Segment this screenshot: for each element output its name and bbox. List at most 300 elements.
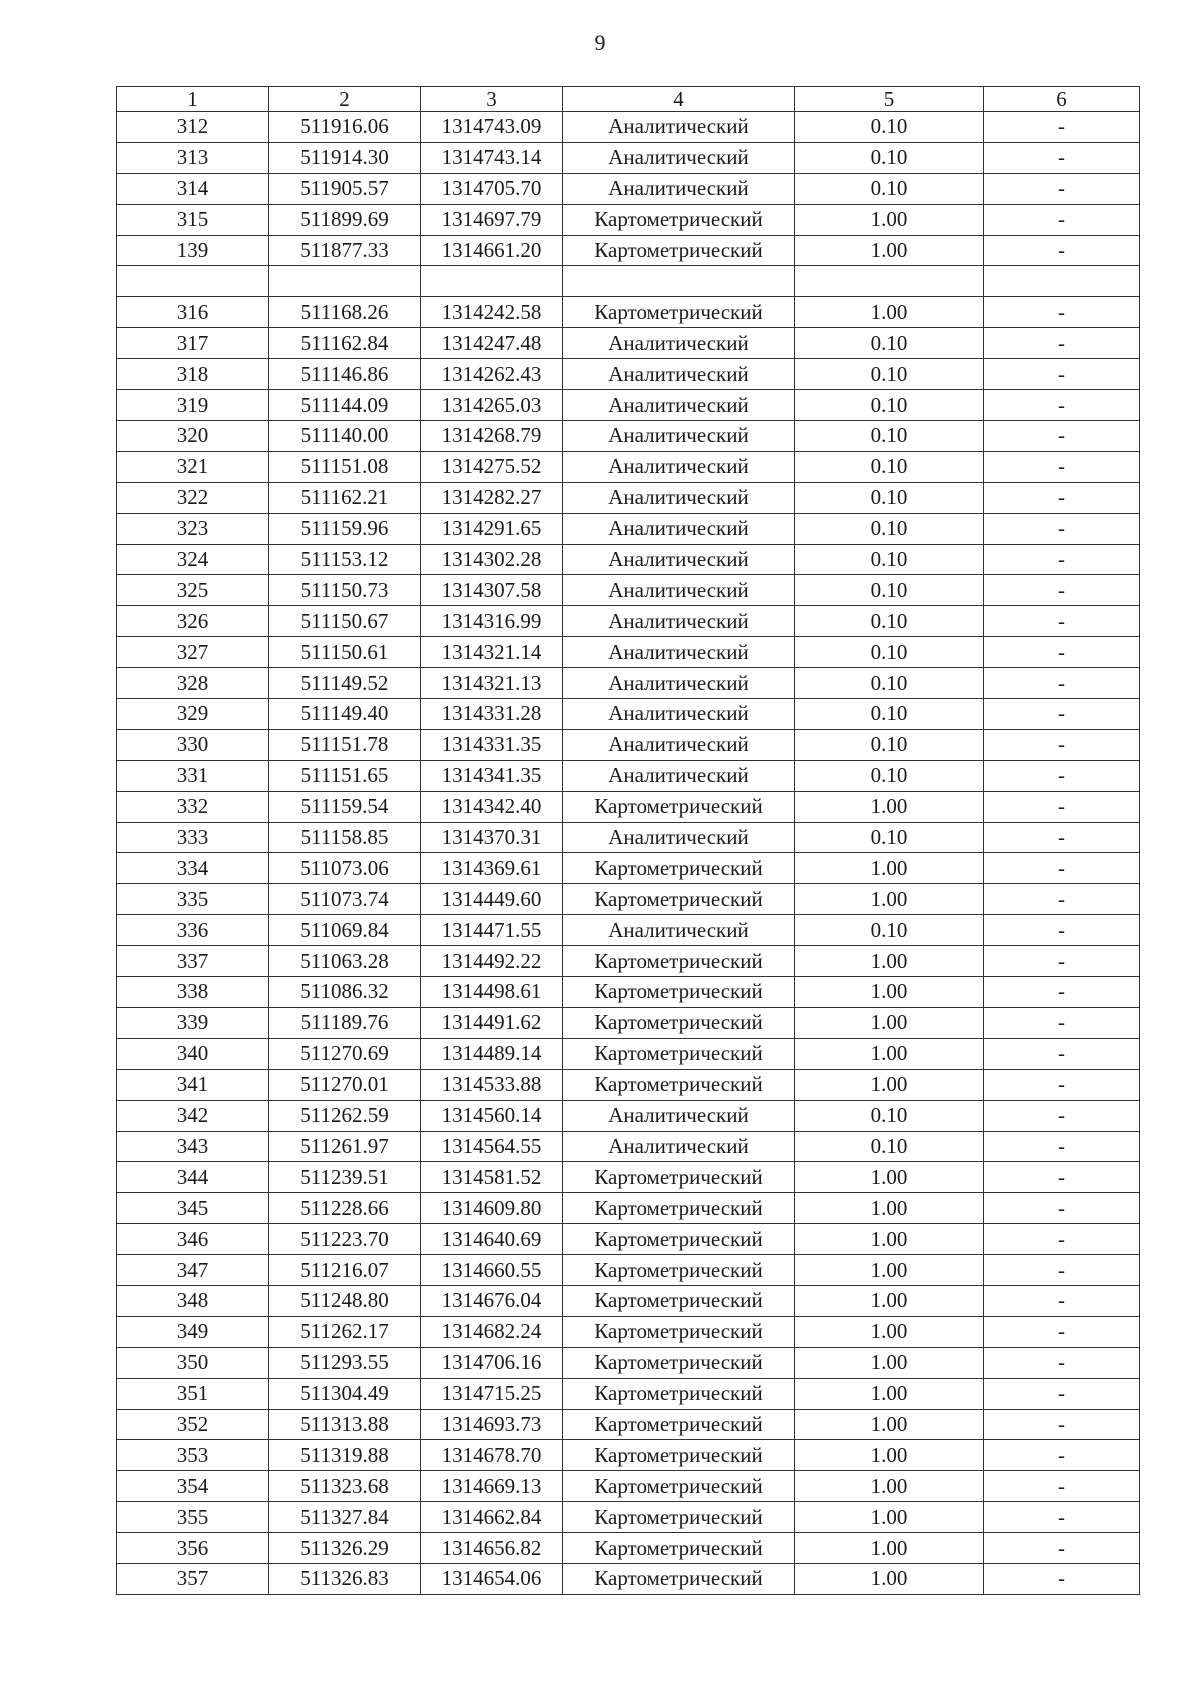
x-coordinate-cell: [269, 266, 421, 297]
method-cell: Аналитический: [563, 575, 795, 606]
y-coordinate-cell: 1314491.62: [421, 1007, 563, 1038]
point-number-cell: 342: [117, 1100, 269, 1131]
note-cell: -: [984, 235, 1140, 266]
x-coordinate-cell: 511189.76: [269, 1007, 421, 1038]
method-cell: Аналитический: [563, 1131, 795, 1162]
y-coordinate-cell: 1314489.14: [421, 1038, 563, 1069]
note-cell: -: [984, 1409, 1140, 1440]
table-row: [117, 1316, 1140, 1347]
y-coordinate-cell: 1314268.79: [421, 421, 563, 452]
table-row: [117, 421, 1140, 452]
accuracy-cell: 0.10: [795, 637, 984, 668]
accuracy-cell: 1.00: [795, 1502, 984, 1533]
note-cell: -: [984, 142, 1140, 173]
method-cell: Картометрический: [563, 1038, 795, 1069]
table-row: [117, 1224, 1140, 1255]
accuracy-cell: 1.00: [795, 1285, 984, 1316]
point-number-cell: 316: [117, 297, 269, 328]
accuracy-cell: 1.00: [795, 1007, 984, 1038]
note-cell: -: [984, 853, 1140, 884]
y-coordinate-cell: 1314498.61: [421, 977, 563, 1008]
x-coordinate-cell: 511916.06: [269, 112, 421, 143]
point-number-cell: 344: [117, 1162, 269, 1193]
accuracy-cell: 1.00: [795, 1563, 984, 1594]
x-coordinate-cell: 511159.96: [269, 513, 421, 544]
method-cell: Картометрический: [563, 1193, 795, 1224]
accuracy-cell: 0.10: [795, 822, 984, 853]
accuracy-cell: 1.00: [795, 853, 984, 884]
method-cell: Аналитический: [563, 173, 795, 204]
method-cell: Картометрический: [563, 1502, 795, 1533]
y-coordinate-cell: 1314669.13: [421, 1471, 563, 1502]
point-number-cell: 139: [117, 235, 269, 266]
table-row: [117, 575, 1140, 606]
table-row: [117, 544, 1140, 575]
column-header: 2: [269, 87, 421, 112]
point-number-cell: 313: [117, 142, 269, 173]
note-cell: -: [984, 544, 1140, 575]
table-row: [117, 884, 1140, 915]
x-coordinate-cell: 511270.69: [269, 1038, 421, 1069]
x-coordinate-cell: 511323.68: [269, 1471, 421, 1502]
method-cell: Картометрический: [563, 204, 795, 235]
x-coordinate-cell: 511261.97: [269, 1131, 421, 1162]
y-coordinate-cell: 1314533.88: [421, 1069, 563, 1100]
accuracy-cell: 1.00: [795, 1316, 984, 1347]
note-cell: -: [984, 668, 1140, 699]
note-cell: -: [984, 1563, 1140, 1594]
accuracy-cell: 0.10: [795, 1100, 984, 1131]
method-cell: Аналитический: [563, 142, 795, 173]
x-coordinate-cell: 511153.12: [269, 544, 421, 575]
x-coordinate-cell: 511151.08: [269, 451, 421, 482]
y-coordinate-cell: 1314661.20: [421, 235, 563, 266]
accuracy-cell: 0.10: [795, 142, 984, 173]
method-cell: Картометрический: [563, 1471, 795, 1502]
point-number-cell: 325: [117, 575, 269, 606]
method-cell: Аналитический: [563, 513, 795, 544]
x-coordinate-cell: 511327.84: [269, 1502, 421, 1533]
method-cell: Аналитический: [563, 390, 795, 421]
table-row: [117, 977, 1140, 1008]
method-cell: Аналитический: [563, 1100, 795, 1131]
table-row: [117, 1533, 1140, 1564]
point-number-cell: 340: [117, 1038, 269, 1069]
point-number-cell: 335: [117, 884, 269, 915]
y-coordinate-cell: 1314342.40: [421, 791, 563, 822]
x-coordinate-cell: 511086.32: [269, 977, 421, 1008]
column-header: 3: [421, 87, 563, 112]
y-coordinate-cell: 1314682.24: [421, 1316, 563, 1347]
note-cell: -: [984, 1471, 1140, 1502]
table-row: [117, 451, 1140, 482]
method-cell: Аналитический: [563, 699, 795, 730]
table-row: [117, 1193, 1140, 1224]
y-coordinate-cell: 1314449.60: [421, 884, 563, 915]
y-coordinate-cell: 1314640.69: [421, 1224, 563, 1255]
y-coordinate-cell: 1314676.04: [421, 1285, 563, 1316]
note-cell: -: [984, 173, 1140, 204]
y-coordinate-cell: 1314282.27: [421, 482, 563, 513]
accuracy-cell: 0.10: [795, 421, 984, 452]
method-cell: Картометрический: [563, 297, 795, 328]
note-cell: -: [984, 946, 1140, 977]
method-cell: Аналитический: [563, 729, 795, 760]
x-coordinate-cell: 511262.17: [269, 1316, 421, 1347]
note-cell: -: [984, 513, 1140, 544]
point-number-cell: 333: [117, 822, 269, 853]
x-coordinate-cell: 511326.29: [269, 1533, 421, 1564]
accuracy-cell: 0.10: [795, 1131, 984, 1162]
point-number-cell: 321: [117, 451, 269, 482]
x-coordinate-cell: 511150.73: [269, 575, 421, 606]
y-coordinate-cell: 1314242.58: [421, 297, 563, 328]
x-coordinate-cell: 511162.21: [269, 482, 421, 513]
note-cell: -: [984, 1069, 1140, 1100]
note-cell: -: [984, 1007, 1140, 1038]
point-number-cell: 346: [117, 1224, 269, 1255]
method-cell: Картометрический: [563, 1347, 795, 1378]
accuracy-cell: 0.10: [795, 513, 984, 544]
note-cell: -: [984, 760, 1140, 791]
point-number-cell: 329: [117, 699, 269, 730]
accuracy-cell: 1.00: [795, 1471, 984, 1502]
table-row: [117, 328, 1140, 359]
accuracy-cell: 0.10: [795, 390, 984, 421]
note-cell: -: [984, 977, 1140, 1008]
method-cell: Картометрический: [563, 1162, 795, 1193]
point-number-cell: 312: [117, 112, 269, 143]
table-row: [117, 1038, 1140, 1069]
method-cell: Аналитический: [563, 328, 795, 359]
point-number-cell: 330: [117, 729, 269, 760]
table-row: [117, 1440, 1140, 1471]
note-cell: -: [984, 729, 1140, 760]
accuracy-cell: 1.00: [795, 1378, 984, 1409]
note-cell: -: [984, 1224, 1140, 1255]
y-coordinate-cell: 1314265.03: [421, 390, 563, 421]
table-row: [117, 112, 1140, 143]
note-cell: -: [984, 390, 1140, 421]
point-number-cell: [117, 266, 269, 297]
note-cell: -: [984, 1502, 1140, 1533]
y-coordinate-cell: 1314262.43: [421, 359, 563, 390]
accuracy-cell: 0.10: [795, 451, 984, 482]
point-number-cell: 357: [117, 1563, 269, 1594]
x-coordinate-cell: 511140.00: [269, 421, 421, 452]
table-row: [117, 235, 1140, 266]
y-coordinate-cell: 1314369.61: [421, 853, 563, 884]
table-row: [117, 204, 1140, 235]
x-coordinate-cell: 511319.88: [269, 1440, 421, 1471]
y-coordinate-cell: 1314654.06: [421, 1563, 563, 1594]
method-cell: Аналитический: [563, 359, 795, 390]
x-coordinate-cell: 511168.26: [269, 297, 421, 328]
table-row: [117, 791, 1140, 822]
note-cell: -: [984, 451, 1140, 482]
y-coordinate-cell: 1314660.55: [421, 1255, 563, 1286]
point-number-cell: 332: [117, 791, 269, 822]
accuracy-cell: 0.10: [795, 606, 984, 637]
point-number-cell: 328: [117, 668, 269, 699]
y-coordinate-cell: 1314743.09: [421, 112, 563, 143]
note-cell: -: [984, 884, 1140, 915]
x-coordinate-cell: 511159.54: [269, 791, 421, 822]
note-cell: -: [984, 575, 1140, 606]
y-coordinate-cell: 1314706.16: [421, 1347, 563, 1378]
table-row: [117, 1502, 1140, 1533]
y-coordinate-cell: 1314697.79: [421, 204, 563, 235]
x-coordinate-cell: 511228.66: [269, 1193, 421, 1224]
y-coordinate-cell: 1314693.73: [421, 1409, 563, 1440]
point-number-cell: 347: [117, 1255, 269, 1286]
y-coordinate-cell: 1314656.82: [421, 1533, 563, 1564]
note-cell: -: [984, 1378, 1140, 1409]
x-coordinate-cell: 511248.80: [269, 1285, 421, 1316]
table-row: [117, 513, 1140, 544]
y-coordinate-cell: 1314662.84: [421, 1502, 563, 1533]
x-coordinate-cell: 511146.86: [269, 359, 421, 390]
point-number-cell: 351: [117, 1378, 269, 1409]
y-coordinate-cell: 1314492.22: [421, 946, 563, 977]
x-coordinate-cell: 511073.06: [269, 853, 421, 884]
y-coordinate-cell: 1314715.25: [421, 1378, 563, 1409]
table-row: [117, 760, 1140, 791]
note-cell: -: [984, 1038, 1140, 1069]
point-number-cell: 343: [117, 1131, 269, 1162]
method-cell: [563, 266, 795, 297]
point-number-cell: 337: [117, 946, 269, 977]
accuracy-cell: 1.00: [795, 1440, 984, 1471]
method-cell: Аналитический: [563, 822, 795, 853]
method-cell: Аналитический: [563, 451, 795, 482]
table-row: [117, 266, 1140, 297]
point-number-cell: 318: [117, 359, 269, 390]
method-cell: Картометрический: [563, 1255, 795, 1286]
accuracy-cell: 0.10: [795, 173, 984, 204]
point-number-cell: 331: [117, 760, 269, 791]
x-coordinate-cell: 511914.30: [269, 142, 421, 173]
column-header: 5: [795, 87, 984, 112]
note-cell: [984, 266, 1140, 297]
table-row: [117, 729, 1140, 760]
accuracy-cell: 0.10: [795, 668, 984, 699]
note-cell: -: [984, 359, 1140, 390]
point-number-cell: 350: [117, 1347, 269, 1378]
table-row: [117, 1285, 1140, 1316]
accuracy-cell: 1.00: [795, 1162, 984, 1193]
method-cell: Аналитический: [563, 668, 795, 699]
x-coordinate-cell: 511899.69: [269, 204, 421, 235]
method-cell: Аналитический: [563, 637, 795, 668]
accuracy-cell: 1.00: [795, 1069, 984, 1100]
note-cell: -: [984, 1285, 1140, 1316]
point-number-cell: 326: [117, 606, 269, 637]
note-cell: -: [984, 421, 1140, 452]
x-coordinate-cell: 511144.09: [269, 390, 421, 421]
method-cell: Картометрический: [563, 1563, 795, 1594]
method-cell: Картометрический: [563, 1069, 795, 1100]
point-number-cell: 320: [117, 421, 269, 452]
y-coordinate-cell: 1314705.70: [421, 173, 563, 204]
table-row: [117, 1069, 1140, 1100]
accuracy-cell: 0.10: [795, 544, 984, 575]
column-header: 6: [984, 87, 1140, 112]
y-coordinate-cell: 1314341.35: [421, 760, 563, 791]
note-cell: -: [984, 1533, 1140, 1564]
point-number-cell: 352: [117, 1409, 269, 1440]
y-coordinate-cell: 1314321.13: [421, 668, 563, 699]
note-cell: -: [984, 791, 1140, 822]
x-coordinate-cell: 511270.01: [269, 1069, 421, 1100]
method-cell: Картометрический: [563, 1316, 795, 1347]
table-row: [117, 853, 1140, 884]
note-cell: -: [984, 1100, 1140, 1131]
table-row: [117, 1378, 1140, 1409]
point-number-cell: 315: [117, 204, 269, 235]
y-coordinate-cell: 1314331.28: [421, 699, 563, 730]
y-coordinate-cell: 1314316.99: [421, 606, 563, 637]
method-cell: Аналитический: [563, 421, 795, 452]
note-cell: -: [984, 112, 1140, 143]
y-coordinate-cell: 1314275.52: [421, 451, 563, 482]
y-coordinate-cell: 1314743.14: [421, 142, 563, 173]
accuracy-cell: 0.10: [795, 482, 984, 513]
method-cell: Картометрический: [563, 1533, 795, 1564]
method-cell: Аналитический: [563, 112, 795, 143]
y-coordinate-cell: 1314331.35: [421, 729, 563, 760]
table-row: [117, 482, 1140, 513]
x-coordinate-cell: 511149.40: [269, 699, 421, 730]
accuracy-cell: 1.00: [795, 884, 984, 915]
note-cell: -: [984, 606, 1140, 637]
accuracy-cell: 0.10: [795, 699, 984, 730]
x-coordinate-cell: 511063.28: [269, 946, 421, 977]
x-coordinate-cell: 511216.07: [269, 1255, 421, 1286]
accuracy-cell: 1.00: [795, 1193, 984, 1224]
method-cell: Картометрический: [563, 884, 795, 915]
x-coordinate-cell: 511151.78: [269, 729, 421, 760]
y-coordinate-cell: 1314321.14: [421, 637, 563, 668]
table-row: [117, 1162, 1140, 1193]
method-cell: Аналитический: [563, 915, 795, 946]
x-coordinate-cell: 511150.61: [269, 637, 421, 668]
point-number-cell: 345: [117, 1193, 269, 1224]
x-coordinate-cell: 511069.84: [269, 915, 421, 946]
accuracy-cell: 0.10: [795, 112, 984, 143]
point-number-cell: 319: [117, 390, 269, 421]
accuracy-cell: 0.10: [795, 760, 984, 791]
point-number-cell: 327: [117, 637, 269, 668]
x-coordinate-cell: 511326.83: [269, 1563, 421, 1594]
accuracy-cell: 0.10: [795, 359, 984, 390]
note-cell: -: [984, 822, 1140, 853]
point-number-cell: 338: [117, 977, 269, 1008]
point-number-cell: 314: [117, 173, 269, 204]
table-row: [117, 668, 1140, 699]
method-cell: Аналитический: [563, 606, 795, 637]
method-cell: Картометрический: [563, 1224, 795, 1255]
table-row: [117, 1409, 1140, 1440]
table-row: [117, 390, 1140, 421]
table-row: [117, 822, 1140, 853]
coordinates-table: [116, 86, 1140, 1595]
point-number-cell: 354: [117, 1471, 269, 1502]
page-number: 9: [594, 30, 606, 55]
accuracy-cell: 0.10: [795, 915, 984, 946]
method-cell: Картометрический: [563, 977, 795, 1008]
x-coordinate-cell: 511162.84: [269, 328, 421, 359]
y-coordinate-cell: 1314291.65: [421, 513, 563, 544]
point-number-cell: 339: [117, 1007, 269, 1038]
accuracy-cell: 1.00: [795, 1224, 984, 1255]
note-cell: -: [984, 482, 1140, 513]
y-coordinate-cell: 1314307.58: [421, 575, 563, 606]
note-cell: -: [984, 328, 1140, 359]
table-row: [117, 915, 1140, 946]
y-coordinate-cell: 1314564.55: [421, 1131, 563, 1162]
note-cell: -: [984, 1162, 1140, 1193]
method-cell: Аналитический: [563, 544, 795, 575]
method-cell: Картометрический: [563, 235, 795, 266]
note-cell: -: [984, 204, 1140, 235]
y-coordinate-cell: 1314370.31: [421, 822, 563, 853]
method-cell: Картометрический: [563, 791, 795, 822]
note-cell: -: [984, 1440, 1140, 1471]
x-coordinate-cell: 511877.33: [269, 235, 421, 266]
x-coordinate-cell: 511239.51: [269, 1162, 421, 1193]
x-coordinate-cell: 511262.59: [269, 1100, 421, 1131]
table-row: [117, 297, 1140, 328]
note-cell: -: [984, 297, 1140, 328]
x-coordinate-cell: 511158.85: [269, 822, 421, 853]
method-cell: Картометрический: [563, 1007, 795, 1038]
table-row: [117, 1131, 1140, 1162]
note-cell: -: [984, 1193, 1140, 1224]
table-row: [117, 606, 1140, 637]
accuracy-cell: 0.10: [795, 575, 984, 606]
accuracy-cell: 0.10: [795, 729, 984, 760]
method-cell: Аналитический: [563, 482, 795, 513]
accuracy-cell: 1.00: [795, 1038, 984, 1069]
x-coordinate-cell: 511149.52: [269, 668, 421, 699]
point-number-cell: 341: [117, 1069, 269, 1100]
table-row: [117, 637, 1140, 668]
column-header: 1: [117, 87, 269, 112]
x-coordinate-cell: 511304.49: [269, 1378, 421, 1409]
method-cell: Картометрический: [563, 1440, 795, 1471]
accuracy-cell: 1.00: [795, 1409, 984, 1440]
table-row: [117, 359, 1140, 390]
table-body: [117, 112, 1140, 1595]
table-row: [117, 1007, 1140, 1038]
accuracy-cell: 1.00: [795, 297, 984, 328]
method-cell: Картометрический: [563, 1285, 795, 1316]
method-cell: Картометрический: [563, 1378, 795, 1409]
y-coordinate-cell: 1314471.55: [421, 915, 563, 946]
note-cell: -: [984, 637, 1140, 668]
x-coordinate-cell: 511150.67: [269, 606, 421, 637]
point-number-cell: 348: [117, 1285, 269, 1316]
accuracy-cell: 1.00: [795, 946, 984, 977]
point-number-cell: 355: [117, 1502, 269, 1533]
point-number-cell: 356: [117, 1533, 269, 1564]
table-row: [117, 142, 1140, 173]
note-cell: -: [984, 1316, 1140, 1347]
table-row: [117, 1347, 1140, 1378]
x-coordinate-cell: 511313.88: [269, 1409, 421, 1440]
y-coordinate-cell: 1314560.14: [421, 1100, 563, 1131]
